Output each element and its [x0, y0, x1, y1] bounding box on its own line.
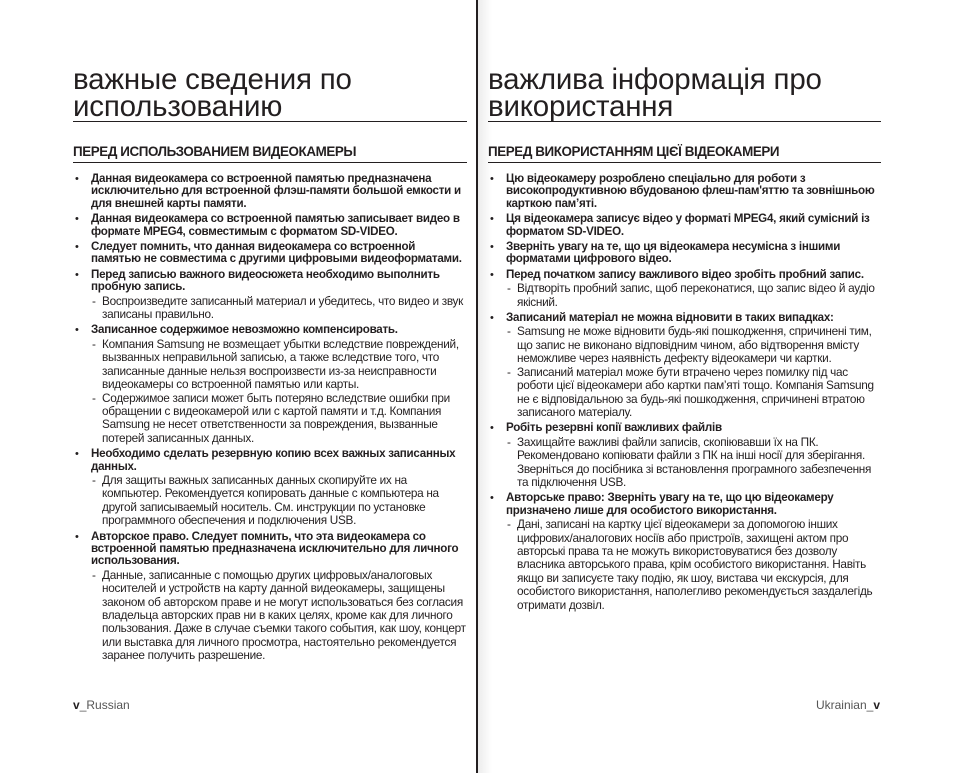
sub-item	[91, 338, 467, 392]
bullet-icon: •	[75, 173, 79, 185]
bullet-list	[73, 173, 467, 663]
list-item	[73, 173, 467, 210]
russian-column	[73, 63, 467, 666]
sub-item-text: Дані, записані на картку цієї відеокамери за допомогою інших цифрових/аналогових носіїв або пристроїв, захищені актом про авторські права та не можуть використовуватися без дозволу власника авторського права, крім особистого використання. Навіть якщо ви записуєте таку подію, як шоу, вистава чи екскурсія, для особистого використання, наполегливо рекомендується заздалегідь отримати дозвіл.	[517, 517, 873, 612]
title-line: важные сведения по	[73, 63, 352, 96]
dash-icon: -	[92, 336, 96, 351]
title-line: использованию	[73, 90, 283, 123]
page-divider	[476, 0, 478, 773]
sub-list	[91, 295, 467, 322]
list-item	[488, 269, 881, 309]
footer-language: _Russian	[79, 698, 130, 712]
bullet-icon: •	[490, 213, 494, 226]
sub-item	[506, 436, 881, 490]
sub-item-text: Воспроизведите записанный материал и убедитесь, что видео и звук записаны правильно.	[102, 293, 464, 322]
sub-list	[506, 518, 881, 612]
list-item	[73, 269, 467, 322]
dash-icon: -	[507, 281, 511, 296]
title-line: використання	[488, 90, 674, 123]
sub-item	[506, 518, 881, 612]
sub-item-text: Відтворіть пробний запис, щоб переконатися, що запис відео й аудіо якісний.	[517, 281, 875, 309]
item-heading: Цю відеокамеру розроблено спеціально для роботи з високопродуктивною вбудованою флеш-пам'яттю та зовнішньою карткою пам’яті.	[506, 172, 875, 210]
item-heading: Зверніть увагу на те, що ця відеокамера несумісна з іншими форматами цифрового відео.	[506, 240, 841, 266]
bullet-icon: •	[490, 241, 494, 254]
list-item	[73, 324, 467, 445]
bullet-icon: •	[75, 448, 79, 461]
dash-icon: -	[92, 390, 96, 405]
bullet-icon: •	[490, 492, 494, 505]
sub-item	[91, 392, 467, 446]
sub-item	[506, 325, 881, 365]
item-heading: Авторское право. Следует помнить, что эта видеокамера со встроенной памятью предназначена исключительно для личного использования.	[91, 529, 459, 568]
bullet-icon: •	[75, 530, 79, 543]
list-item	[488, 213, 881, 238]
item-heading: Записаний матеріал не можна відновити в таких випадках:	[506, 311, 834, 325]
footer-ukrainian	[816, 698, 880, 712]
bullet-icon: •	[75, 213, 79, 226]
section-heading-russian: ПЕРЕД ИСПОЛЬЗОВАНИЕМ ВИДЕОКАМЕРЫ	[73, 144, 467, 163]
item-heading: Ця відеокамера записує відео у форматі MPEG4, який сумісний із форматом SD-VIDEO.	[506, 212, 870, 238]
sub-item-text: Записаний матеріал може бути втрачено через помилку під час роботи цієї відеокамери або картки пам’яті тощо. Компанія Samsung не є відповідальною за будь-які пошкодження, спричинені втратою записаного матеріалу.	[517, 364, 874, 419]
dash-icon: -	[507, 364, 511, 379]
section-heading-ukrainian: ПЕРЕД ВИКОРИСТАННЯМ ЦІЄЇ ВІДЕОКАМЕРИ	[488, 144, 881, 163]
sub-list	[506, 282, 881, 309]
dash-icon: -	[92, 472, 96, 487]
list-item	[73, 531, 467, 663]
bullet-icon: •	[75, 241, 79, 254]
item-heading: Следует помнить, что данная видеокамера со встроенной памятью не совместима с другими цифровыми видеоформатами.	[91, 240, 462, 266]
title-line: важлива інформація про	[488, 63, 822, 96]
sub-list	[506, 325, 881, 419]
sub-list	[91, 338, 467, 445]
dash-icon: -	[507, 324, 511, 339]
item-heading: Робіть резервні копії важливих файлів	[506, 421, 722, 435]
page-title-russian	[73, 63, 467, 123]
ukrainian-column	[488, 63, 881, 615]
item-heading: Необходимо сделать резервную копию всех важных записанных данных.	[91, 447, 456, 473]
item-heading: Перед записью важного видеосюжета необходимо выполнить пробную запись.	[91, 267, 440, 294]
list-item	[73, 241, 467, 266]
sub-item-text: Данные, записанные с помощью других цифровых/аналоговых носителей и устройств на карту данной видеокамеры, защищены законом об авторском праве и не могут использоваться без согласия владельца авторских прав ни в каких целях, кроме как для личного пользования. Даже в случае съемки такого события, как шоу, концерт или выставка для личного просмотра, настоятельно рекомендуется заранее получить разрешение.	[102, 567, 466, 663]
page-number: v	[873, 698, 880, 712]
item-heading: Данная видеокамера со встроенной памятью предназначена исключительно для встроенной флэш-памяти большой емкости и для внешней карты памяти.	[91, 172, 461, 210]
dash-icon: -	[92, 567, 96, 582]
item-heading: Перед початком запису важливого відео зробіть пробний запис.	[506, 267, 864, 281]
bullet-list	[488, 173, 881, 612]
dash-icon: -	[507, 517, 511, 532]
dash-icon: -	[92, 293, 96, 308]
sub-list	[91, 569, 467, 663]
sub-item-text: Содержимое записи может быть потеряно вследствие ошибки при обращении с видеокамерой или с картой памяти и т.д. Компания Samsung не несет ответственности за повреждения, вызванные потерей записанных данных.	[102, 390, 450, 445]
list-item	[73, 213, 467, 238]
sub-item-text: Для защиты важных записанных данных скопируйте их на компьютер. Рекомендуется копировать данные с компьютера на другой записываемый носитель. См. инструкции по установке программного обеспечения и подключения USB.	[102, 472, 439, 528]
bullet-icon: •	[490, 173, 494, 185]
list-item	[488, 241, 881, 266]
sub-item-text: Samsung не може відновити будь-які пошкодження, спричинені тим, що запис не виконано відповідним чином, або відтворення вмісту неможливе через наявність дефекту відеокамери чи картки.	[517, 324, 872, 366]
bullet-icon: •	[75, 324, 79, 337]
sub-list	[506, 436, 881, 490]
dash-icon: -	[507, 434, 511, 449]
item-heading: Записанное содержимое невозможно компенсировать.	[91, 323, 398, 337]
bullet-icon: •	[490, 268, 494, 281]
footer-russian	[73, 698, 130, 712]
list-item	[488, 173, 881, 210]
sub-item	[91, 295, 467, 322]
sub-item-text: Компания Samsung не возмещает убытки вследствие повреждений, вызванных неправильной записью, а также вследствие того, что записанные данные нельзя воспроизвести из-за неисправности видеокамеры со встроенной памятью или карты.	[102, 336, 459, 392]
bullet-icon: •	[490, 312, 494, 325]
item-heading: Авторське право: Зверніть увагу на те, що цю відеокамеру призначено лише для особистого використання.	[506, 491, 834, 517]
sub-item-text: Захищайте важливі файли записів, скопіювавши їх на ПК. Рекомендовано копіювати файли з ПК на інші носії для зберігання. Зверніться до посібника зі встановлення програмного забезпечення та підключення USB.	[517, 434, 872, 489]
bullet-icon: •	[75, 268, 79, 281]
list-item	[73, 448, 467, 527]
list-item	[488, 312, 881, 419]
sub-item	[91, 474, 467, 528]
page-title-ukrainian	[488, 63, 881, 123]
page-number: v	[73, 698, 80, 712]
sub-item	[91, 569, 467, 663]
footer-language: Ukrainian_	[815, 698, 874, 712]
sub-item	[506, 366, 881, 420]
item-heading: Данная видеокамера со встроенной памятью записывает видео в формате MPEG4, совместимым с форматом SD-VIDEO.	[91, 212, 460, 238]
list-item	[488, 492, 881, 612]
list-item	[488, 422, 881, 489]
sub-list	[91, 474, 467, 528]
sub-item	[506, 282, 881, 309]
bullet-icon: •	[490, 422, 494, 435]
